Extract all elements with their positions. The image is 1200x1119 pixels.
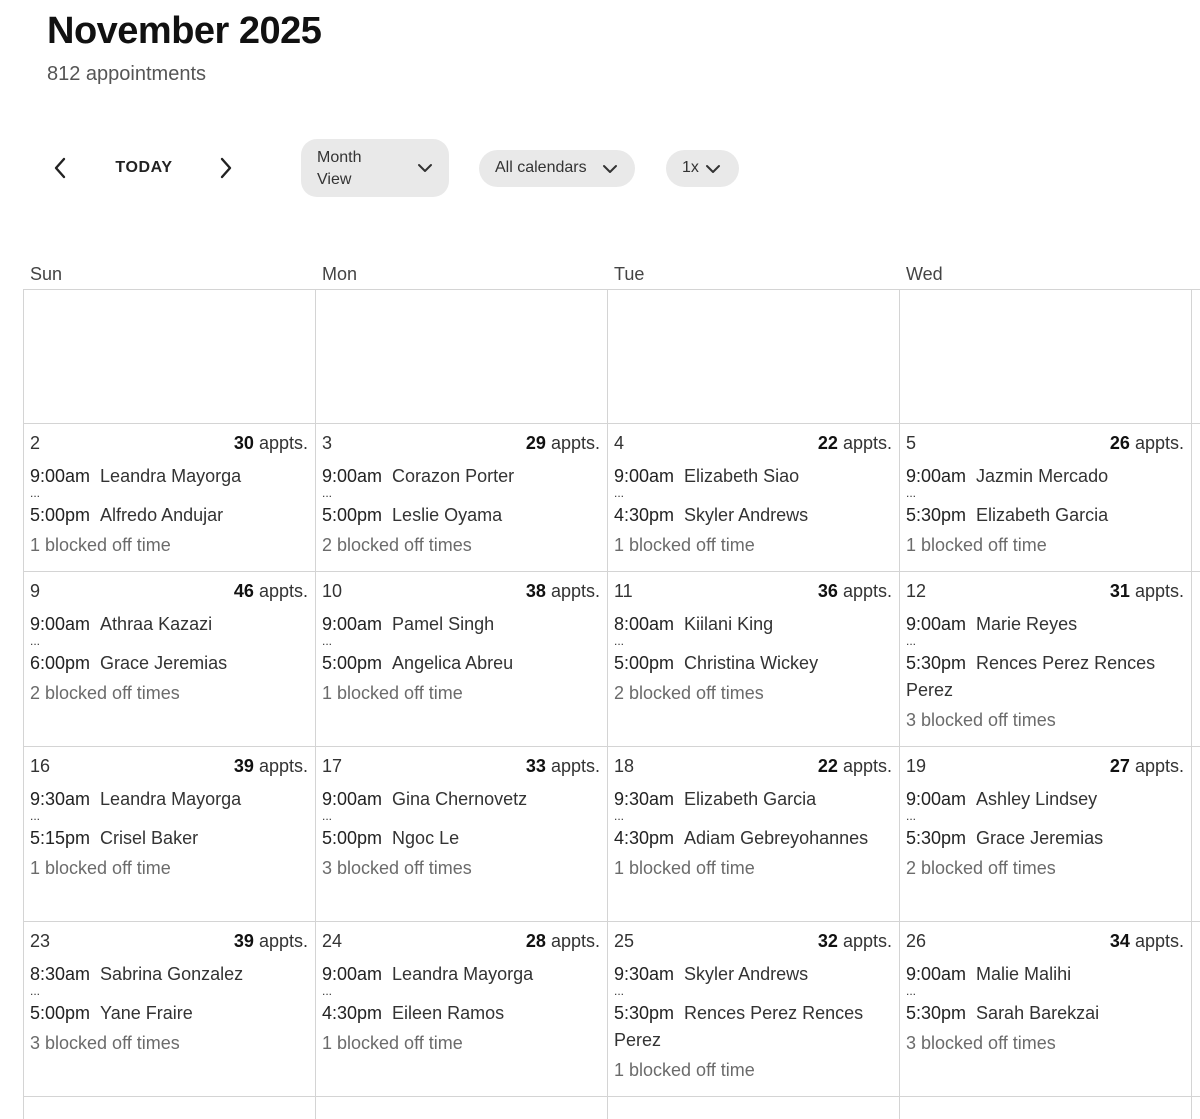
appointment-time: 9:00am [322, 614, 383, 634]
first-appointment[interactable] [30, 961, 308, 988]
blocked-off-times: 3 blocked off times [322, 858, 472, 878]
today-button[interactable]: TODAY [115, 159, 173, 176]
appointment-time: 5:00pm [322, 653, 383, 673]
appointment-client: Leandra Mayorga [100, 789, 242, 809]
day-number: 11 [614, 581, 633, 601]
day-number: 5 [906, 433, 917, 453]
first-appointment[interactable] [906, 786, 1184, 813]
appointment-count-value: 39 [233, 756, 254, 776]
appointment-client: Skyler Andrews [684, 505, 809, 525]
day-number: 23 [30, 931, 51, 951]
day-number: 12 [906, 581, 927, 601]
last-appointment[interactable] [906, 650, 1184, 704]
grid-row-divider [23, 571, 1200, 572]
appointment-time: 9:00am [30, 614, 91, 634]
appointment-time: 9:00am [906, 964, 967, 984]
blocked-off-times: 1 blocked off time [30, 858, 171, 878]
first-appointment[interactable] [30, 463, 308, 490]
blocked-off-times: 1 blocked off time [614, 1060, 755, 1080]
day-number: 10 [322, 581, 343, 601]
more-appointments-ellipsis: ... [906, 634, 917, 648]
appointment-time: 9:00am [30, 466, 91, 486]
appointment-count-value: 33 [525, 756, 546, 776]
appointment-count-value: 22 [817, 433, 838, 453]
appointment-count-badge [818, 756, 892, 777]
appointment-client: Gina Chernovetz [392, 789, 528, 809]
appointment-count-badge [526, 433, 600, 454]
appointment-count-value: 29 [525, 433, 546, 453]
chevron-down-icon [602, 161, 618, 177]
last-appointment[interactable] [614, 502, 892, 529]
appointment-count-unit: appts. [1129, 931, 1184, 951]
day-cell[interactable] [322, 433, 600, 571]
appointment-time: 8:00am [614, 614, 675, 634]
day-number: 2 [30, 433, 41, 453]
day-number: 26 [906, 931, 927, 951]
appointment-time: 5:00pm [30, 505, 91, 525]
blocked-off-times: 1 blocked off time [614, 858, 755, 878]
grid-row-divider [23, 746, 1200, 747]
grid-row-divider [23, 423, 1200, 424]
last-appointment[interactable] [614, 1000, 892, 1054]
appointment-time: 4:30pm [614, 505, 675, 525]
month-grid [23, 289, 1200, 1119]
first-appointment[interactable] [30, 611, 308, 638]
day-cell[interactable] [30, 581, 308, 746]
appointment-client: Rences Perez Rences Perez [614, 1003, 864, 1050]
appointment-client: Grace Jeremias [976, 828, 1104, 848]
appointment-count-badge [234, 756, 308, 777]
appointment-client: Elizabeth Garcia [684, 789, 817, 809]
appointment-client: Yane Fraire [100, 1003, 193, 1023]
more-appointments-ellipsis: ... [30, 634, 41, 648]
prev-month-button[interactable] [44, 152, 76, 184]
appointment-count-value: 26 [1109, 433, 1130, 453]
appointment-time: 5:30pm [906, 1003, 967, 1023]
appointment-time: 5:15pm [30, 828, 91, 848]
day-number: 16 [30, 756, 51, 776]
appointment-count-badge [818, 581, 892, 602]
day-number: 3 [322, 433, 333, 453]
first-appointment[interactable] [906, 611, 1184, 638]
appointment-count-unit: appts. [1129, 581, 1184, 601]
view-select[interactable] [301, 139, 449, 197]
appointment-time: 5:00pm [614, 653, 675, 673]
appointment-client: Leslie Oyama [392, 505, 503, 525]
more-appointments-ellipsis: ... [30, 809, 41, 823]
appointment-count-badge [818, 433, 892, 454]
first-appointment[interactable] [614, 463, 892, 490]
appointment-count-unit: appts. [545, 756, 600, 776]
more-appointments-ellipsis: ... [614, 486, 625, 500]
appointment-client: Leandra Mayorga [392, 964, 534, 984]
appointment-time: 9:00am [906, 466, 967, 486]
more-appointments-ellipsis: ... [30, 486, 41, 500]
day-cell[interactable] [30, 756, 308, 921]
appointment-client: Alfredo Andujar [100, 505, 224, 525]
grid-column-divider [23, 289, 24, 1119]
first-appointment[interactable] [30, 786, 308, 813]
blocked-off-times: 2 blocked off times [906, 858, 1056, 878]
appointment-client: Pamel Singh [392, 614, 495, 634]
appointment-count-badge [526, 756, 600, 777]
day-cell[interactable] [30, 931, 308, 1096]
appointment-count-badge [234, 581, 308, 602]
first-appointment[interactable] [322, 463, 600, 490]
blocked-off-times: 1 blocked off time [30, 535, 171, 555]
day-cell[interactable] [614, 756, 892, 921]
chevron-down-icon [705, 161, 721, 177]
day-cell[interactable] [906, 299, 1184, 423]
appointment-count-badge [234, 433, 308, 454]
appointment-time: 5:00pm [322, 828, 383, 848]
appointment-count-unit: appts. [253, 931, 308, 951]
day-cell[interactable] [906, 756, 1184, 921]
appointment-time: 5:30pm [906, 828, 967, 848]
speed-select-label: 1x [682, 159, 699, 176]
appointment-client: Rences Perez Rences Perez [906, 653, 1156, 700]
grid-column-divider [607, 289, 608, 1119]
blocked-off-times: 2 blocked off times [30, 683, 180, 703]
blocked-off-times: 3 blocked off times [906, 710, 1056, 730]
first-appointment[interactable] [906, 463, 1184, 490]
day-cell[interactable] [614, 299, 892, 423]
appointment-count-badge [526, 581, 600, 602]
grid-column-divider [899, 289, 900, 1119]
blocked-off-times: 1 blocked off time [614, 535, 755, 555]
appointment-time: 9:00am [322, 789, 383, 809]
appointment-time: 5:30pm [614, 1003, 675, 1023]
chevron-left-icon [52, 156, 68, 180]
appointment-count-value: 38 [525, 581, 546, 601]
day-cell[interactable] [614, 581, 892, 746]
more-appointments-ellipsis: ... [906, 809, 917, 823]
appointment-count-value: 31 [1109, 581, 1130, 601]
day-cell[interactable] [322, 299, 600, 423]
blocked-off-times: 3 blocked off times [906, 1033, 1056, 1053]
grid-row-divider [23, 921, 1200, 922]
appointment-count-unit: appts. [545, 931, 600, 951]
next-month-button[interactable] [210, 152, 242, 184]
appointment-client: Ashley Lindsey [976, 789, 1098, 809]
appointment-time: 9:00am [906, 614, 967, 634]
appointment-client: Crisel Baker [100, 828, 199, 848]
day-number: 19 [906, 756, 927, 776]
first-appointment[interactable] [614, 961, 892, 988]
appointment-count-value: 32 [817, 931, 838, 951]
appointment-count-badge [818, 931, 892, 952]
more-appointments-ellipsis: ... [30, 984, 41, 998]
day-cell[interactable] [906, 433, 1184, 571]
more-appointments-ellipsis: ... [322, 486, 333, 500]
grid-column-divider [315, 289, 316, 1119]
day-cell[interactable] [322, 931, 600, 1096]
appointment-count-value: 39 [233, 931, 254, 951]
appointment-time: 6:00pm [30, 653, 91, 673]
chevron-right-icon [218, 156, 234, 180]
appointment-time: 9:30am [614, 789, 675, 809]
appointment-time: 9:00am [322, 964, 383, 984]
last-appointment[interactable] [322, 825, 600, 852]
appointment-count-unit: appts. [545, 433, 600, 453]
last-appointment[interactable] [30, 825, 308, 852]
day-cell[interactable] [322, 581, 600, 746]
last-appointment[interactable] [614, 650, 892, 677]
weekday-header-tue: Tue [614, 264, 645, 284]
last-appointment[interactable] [906, 825, 1184, 852]
appointment-client: Marie Reyes [976, 614, 1078, 634]
appointment-client: Athraa Kazazi [100, 614, 213, 634]
more-appointments-ellipsis: ... [322, 634, 333, 648]
appointment-count-unit: appts. [837, 756, 892, 776]
more-appointments-ellipsis: ... [906, 984, 917, 998]
appointment-count-value: 30 [233, 433, 254, 453]
appointment-time: 9:30am [614, 964, 675, 984]
appointment-time: 5:30pm [906, 505, 967, 525]
last-appointment[interactable] [322, 502, 600, 529]
appointment-time: 9:00am [614, 466, 675, 486]
weekday-header-wed: Wed [906, 264, 943, 284]
appointment-count-badge [526, 931, 600, 952]
appointment-count-badge [1110, 581, 1184, 602]
appointment-time: 5:00pm [322, 505, 383, 525]
last-appointment[interactable] [322, 650, 600, 677]
appointment-count-unit: appts. [837, 931, 892, 951]
grid-row-divider [23, 1096, 1200, 1097]
calendar-filter-select[interactable] [479, 150, 635, 187]
blocked-off-times: 1 blocked off time [906, 535, 1047, 555]
appointment-client: Grace Jeremias [100, 653, 228, 673]
day-cell[interactable] [906, 931, 1184, 1096]
appointment-client: Elizabeth Siao [684, 466, 800, 486]
appointment-time: 5:00pm [30, 1003, 91, 1023]
more-appointments-ellipsis: ... [614, 984, 625, 998]
appointment-client: Elizabeth Garcia [976, 505, 1109, 525]
weekday-header-sun: Sun [30, 264, 63, 284]
appointment-count-value: 34 [1109, 931, 1130, 951]
day-cell[interactable] [906, 581, 1184, 746]
day-number: 24 [322, 931, 343, 951]
appointment-client: Christina Wickey [684, 653, 819, 673]
more-appointments-ellipsis: ... [322, 809, 333, 823]
blocked-off-times: 3 blocked off times [30, 1033, 180, 1053]
appointment-client: Leandra Mayorga [100, 466, 242, 486]
last-appointment[interactable] [30, 502, 308, 529]
appointment-count-unit: appts. [253, 433, 308, 453]
appointment-time: 9:00am [322, 466, 383, 486]
appointment-count-value: 36 [817, 581, 838, 601]
appointment-client: Kiilani King [684, 614, 774, 634]
appointment-count-unit: appts. [253, 756, 308, 776]
day-cell[interactable] [322, 756, 600, 921]
appointment-count-badge [1110, 931, 1184, 952]
first-appointment[interactable] [614, 786, 892, 813]
appointment-count-unit: appts. [545, 581, 600, 601]
appointment-time: 5:30pm [906, 653, 967, 673]
first-appointment[interactable] [322, 786, 600, 813]
calendar-filter-label: All calendars [495, 159, 587, 176]
view-select-label: Month View [317, 149, 362, 188]
appointment-count-badge [1110, 433, 1184, 454]
appointment-client: Jazmin Mercado [976, 466, 1109, 486]
day-cell[interactable] [30, 299, 308, 423]
weekday-header-mon: Mon [322, 264, 358, 284]
day-number: 9 [30, 581, 41, 601]
first-appointment[interactable] [322, 961, 600, 988]
first-appointment[interactable] [322, 611, 600, 638]
day-cell[interactable] [614, 433, 892, 571]
last-appointment[interactable] [614, 825, 892, 852]
appointment-count-badge [1110, 756, 1184, 777]
day-number: 18 [614, 756, 635, 776]
speed-select[interactable] [666, 150, 739, 187]
appointment-client: Adiam Gebreyohannes [684, 828, 869, 848]
appointment-count-unit: appts. [837, 433, 892, 453]
day-number: 17 [322, 756, 343, 776]
appointment-count-value: 22 [817, 756, 838, 776]
appointment-count-value: 27 [1109, 756, 1130, 776]
appointment-time: 9:00am [906, 789, 967, 809]
appointment-time: 8:30am [30, 964, 91, 984]
appointment-client: Corazon Porter [392, 466, 515, 486]
more-appointments-ellipsis: ... [906, 486, 917, 500]
day-number: 4 [614, 433, 625, 453]
appointment-count: 812 appointments [47, 63, 207, 85]
last-appointment[interactable] [906, 502, 1184, 529]
appointment-count-value: 46 [233, 581, 254, 601]
appointment-client: Eileen Ramos [392, 1003, 505, 1023]
appointment-client: Sabrina Gonzalez [100, 964, 244, 984]
blocked-off-times: 2 blocked off times [322, 535, 472, 555]
appointment-client: Sarah Barekzai [976, 1003, 1100, 1023]
day-cell[interactable] [30, 433, 308, 571]
first-appointment[interactable] [614, 611, 892, 638]
appointment-client: Angelica Abreu [392, 653, 514, 673]
day-cell[interactable] [614, 931, 892, 1096]
day-number: 25 [614, 931, 635, 951]
grid-column-divider [1191, 289, 1192, 1119]
grid-row-divider [23, 289, 1200, 290]
appointment-count-unit: appts. [837, 581, 892, 601]
chevron-down-icon [417, 160, 433, 176]
last-appointment[interactable] [30, 650, 308, 677]
more-appointments-ellipsis: ... [614, 809, 625, 823]
appointment-time: 9:30am [30, 789, 91, 809]
more-appointments-ellipsis: ... [322, 984, 333, 998]
appointment-time: 4:30pm [614, 828, 675, 848]
page-title: November 2025 [47, 10, 322, 52]
blocked-off-times: 1 blocked off time [322, 1033, 463, 1053]
appointment-count-unit: appts. [1129, 756, 1184, 776]
appointment-count-unit: appts. [1129, 433, 1184, 453]
more-appointments-ellipsis: ... [614, 634, 625, 648]
appointment-client: Malie Malihi [976, 964, 1072, 984]
last-appointment[interactable] [906, 1000, 1184, 1027]
appointment-client: Skyler Andrews [684, 964, 809, 984]
blocked-off-times: 2 blocked off times [614, 683, 764, 703]
appointment-count-value: 28 [525, 931, 546, 951]
last-appointment[interactable] [30, 1000, 308, 1027]
first-appointment[interactable] [906, 961, 1184, 988]
appointment-count-badge [234, 931, 308, 952]
appointment-count-unit: appts. [253, 581, 308, 601]
appointment-time: 4:30pm [322, 1003, 383, 1023]
blocked-off-times: 1 blocked off time [322, 683, 463, 703]
last-appointment[interactable] [322, 1000, 600, 1027]
appointment-client: Ngoc Le [392, 828, 460, 848]
